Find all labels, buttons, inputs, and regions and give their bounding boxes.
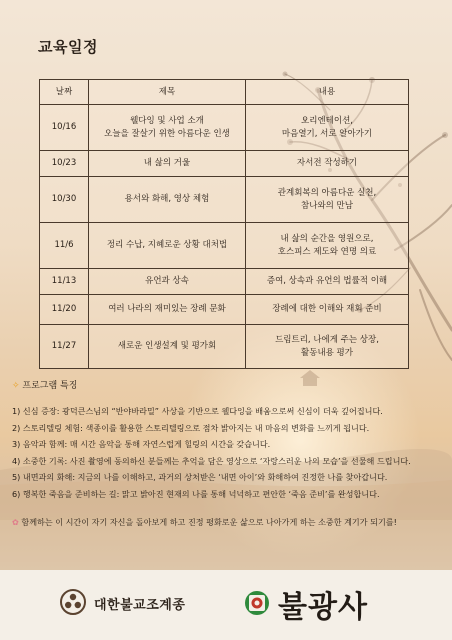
schedule-table: [39, 79, 409, 369]
feature-item: 6) 행복한 죽음을 준비하는 길: 맑고 밝아진 현재의 나를 통해 넉넉하고 편안한 ‘죽음 준비’를 완성합니다.: [12, 488, 380, 499]
row-date: 10/30: [40, 177, 89, 223]
row-date: 10/23: [40, 151, 89, 177]
row-date: 11/13: [40, 269, 89, 295]
feature-item: 5) 내면과의 화해: 지금의 나를 이해하고, 과거의 상처받은 ‘내면 아이’와 화해하여 진정한 나를 찾아갑니다.: [12, 472, 388, 482]
page-title: 교육일정: [38, 38, 98, 56]
jogye-order-emblem-icon: [60, 589, 86, 615]
row-content: 자서전 작성하기: [246, 151, 409, 177]
row-date: 10/16: [40, 105, 89, 151]
table-row: [40, 105, 409, 151]
row-content: 내 삶의 순간을 영원으로, 호스피스 제도와 연명 의료: [246, 223, 409, 269]
header-content: 내용: [246, 80, 409, 105]
header-date: 날짜: [40, 80, 89, 105]
table-row: [40, 223, 409, 269]
feature-item: 3) 음악과 함께: 매 시간 음악을 통해 자연스럽게 힐링의 시간을 갖습니다.: [12, 439, 271, 449]
features-list: [12, 406, 448, 505]
header-title: 제목: [89, 80, 246, 105]
row-title: 내 삶의 거울: [89, 151, 246, 177]
row-content: 오리엔테이션, 마음열기, 서로 알아가기: [246, 105, 409, 151]
feature-item: 4) 소중한 기록: 사진 촬영에 동의하신 분들께는 추억을 담은 영상으로 ‘자랑스러운 나의 모습’을 선물해 드립니다.: [12, 455, 411, 466]
table-row: [40, 295, 409, 325]
row-content: 증여, 상속과 유언의 법률적 이해: [246, 269, 409, 295]
row-content: 드림트리, 나에게 주는 상장, 활동내용 평가: [246, 325, 409, 369]
table-header-row: [40, 80, 409, 105]
row-content: 장례에 대한 이해와 재회 준비: [246, 295, 409, 325]
table-row: [40, 177, 409, 223]
row-title: 정리 수납, 지혜로운 상황 대처법: [89, 223, 246, 269]
row-title: 여러 나라의 재미있는 장례 문화: [89, 295, 246, 325]
row-title: 웰다잉 및 사업 소개 오늘을 잘살기 위한 아름다운 인생: [89, 105, 246, 151]
table-row: [40, 325, 409, 369]
row-title: 새로운 인생설계 및 평가회: [89, 325, 246, 369]
bulgwangsa-emblem-icon: [244, 590, 270, 616]
closing-message: [12, 517, 448, 528]
lightbulb-icon: ✧: [12, 381, 20, 391]
feature-item: 2) 스토리텔링 체험: 색종이를 활용한 스토리텔링으로 점차 밝아지는 내 마음의 변화를 느끼게 됩니다.: [12, 422, 370, 433]
features-heading: [12, 378, 77, 391]
table-row: [40, 151, 409, 177]
row-date: 11/6: [40, 223, 89, 269]
flower-icon: ✿: [12, 517, 19, 527]
row-date: 11/20: [40, 295, 89, 325]
row-title: 용서와 화해, 영상 체험: [89, 177, 246, 223]
features-heading-text: 프로그램 특징: [22, 381, 78, 391]
org-name: 대한불교조계종: [94, 598, 186, 613]
table-row: [40, 269, 409, 295]
row-title: 유언과 상속: [89, 269, 246, 295]
feature-item: 1) 신심 증장: 광덕큰스님의 “반야바라밀” 사상을 기반으로 웰다잉을 배움으로써 신심이 더욱 깊어집니다.: [12, 406, 383, 416]
closing-text: 함께하는 이 시간이 자기 자신을 돌아보게 하고 진정 평화로운 삶으로 나아가게 하는 소중한 계기가 되기를!: [21, 517, 397, 527]
temple-name: 불광사: [278, 590, 368, 625]
row-content: 관계회복의 아름다운 실천, 참나와의 만남: [246, 177, 409, 223]
row-date: 11/27: [40, 325, 89, 369]
